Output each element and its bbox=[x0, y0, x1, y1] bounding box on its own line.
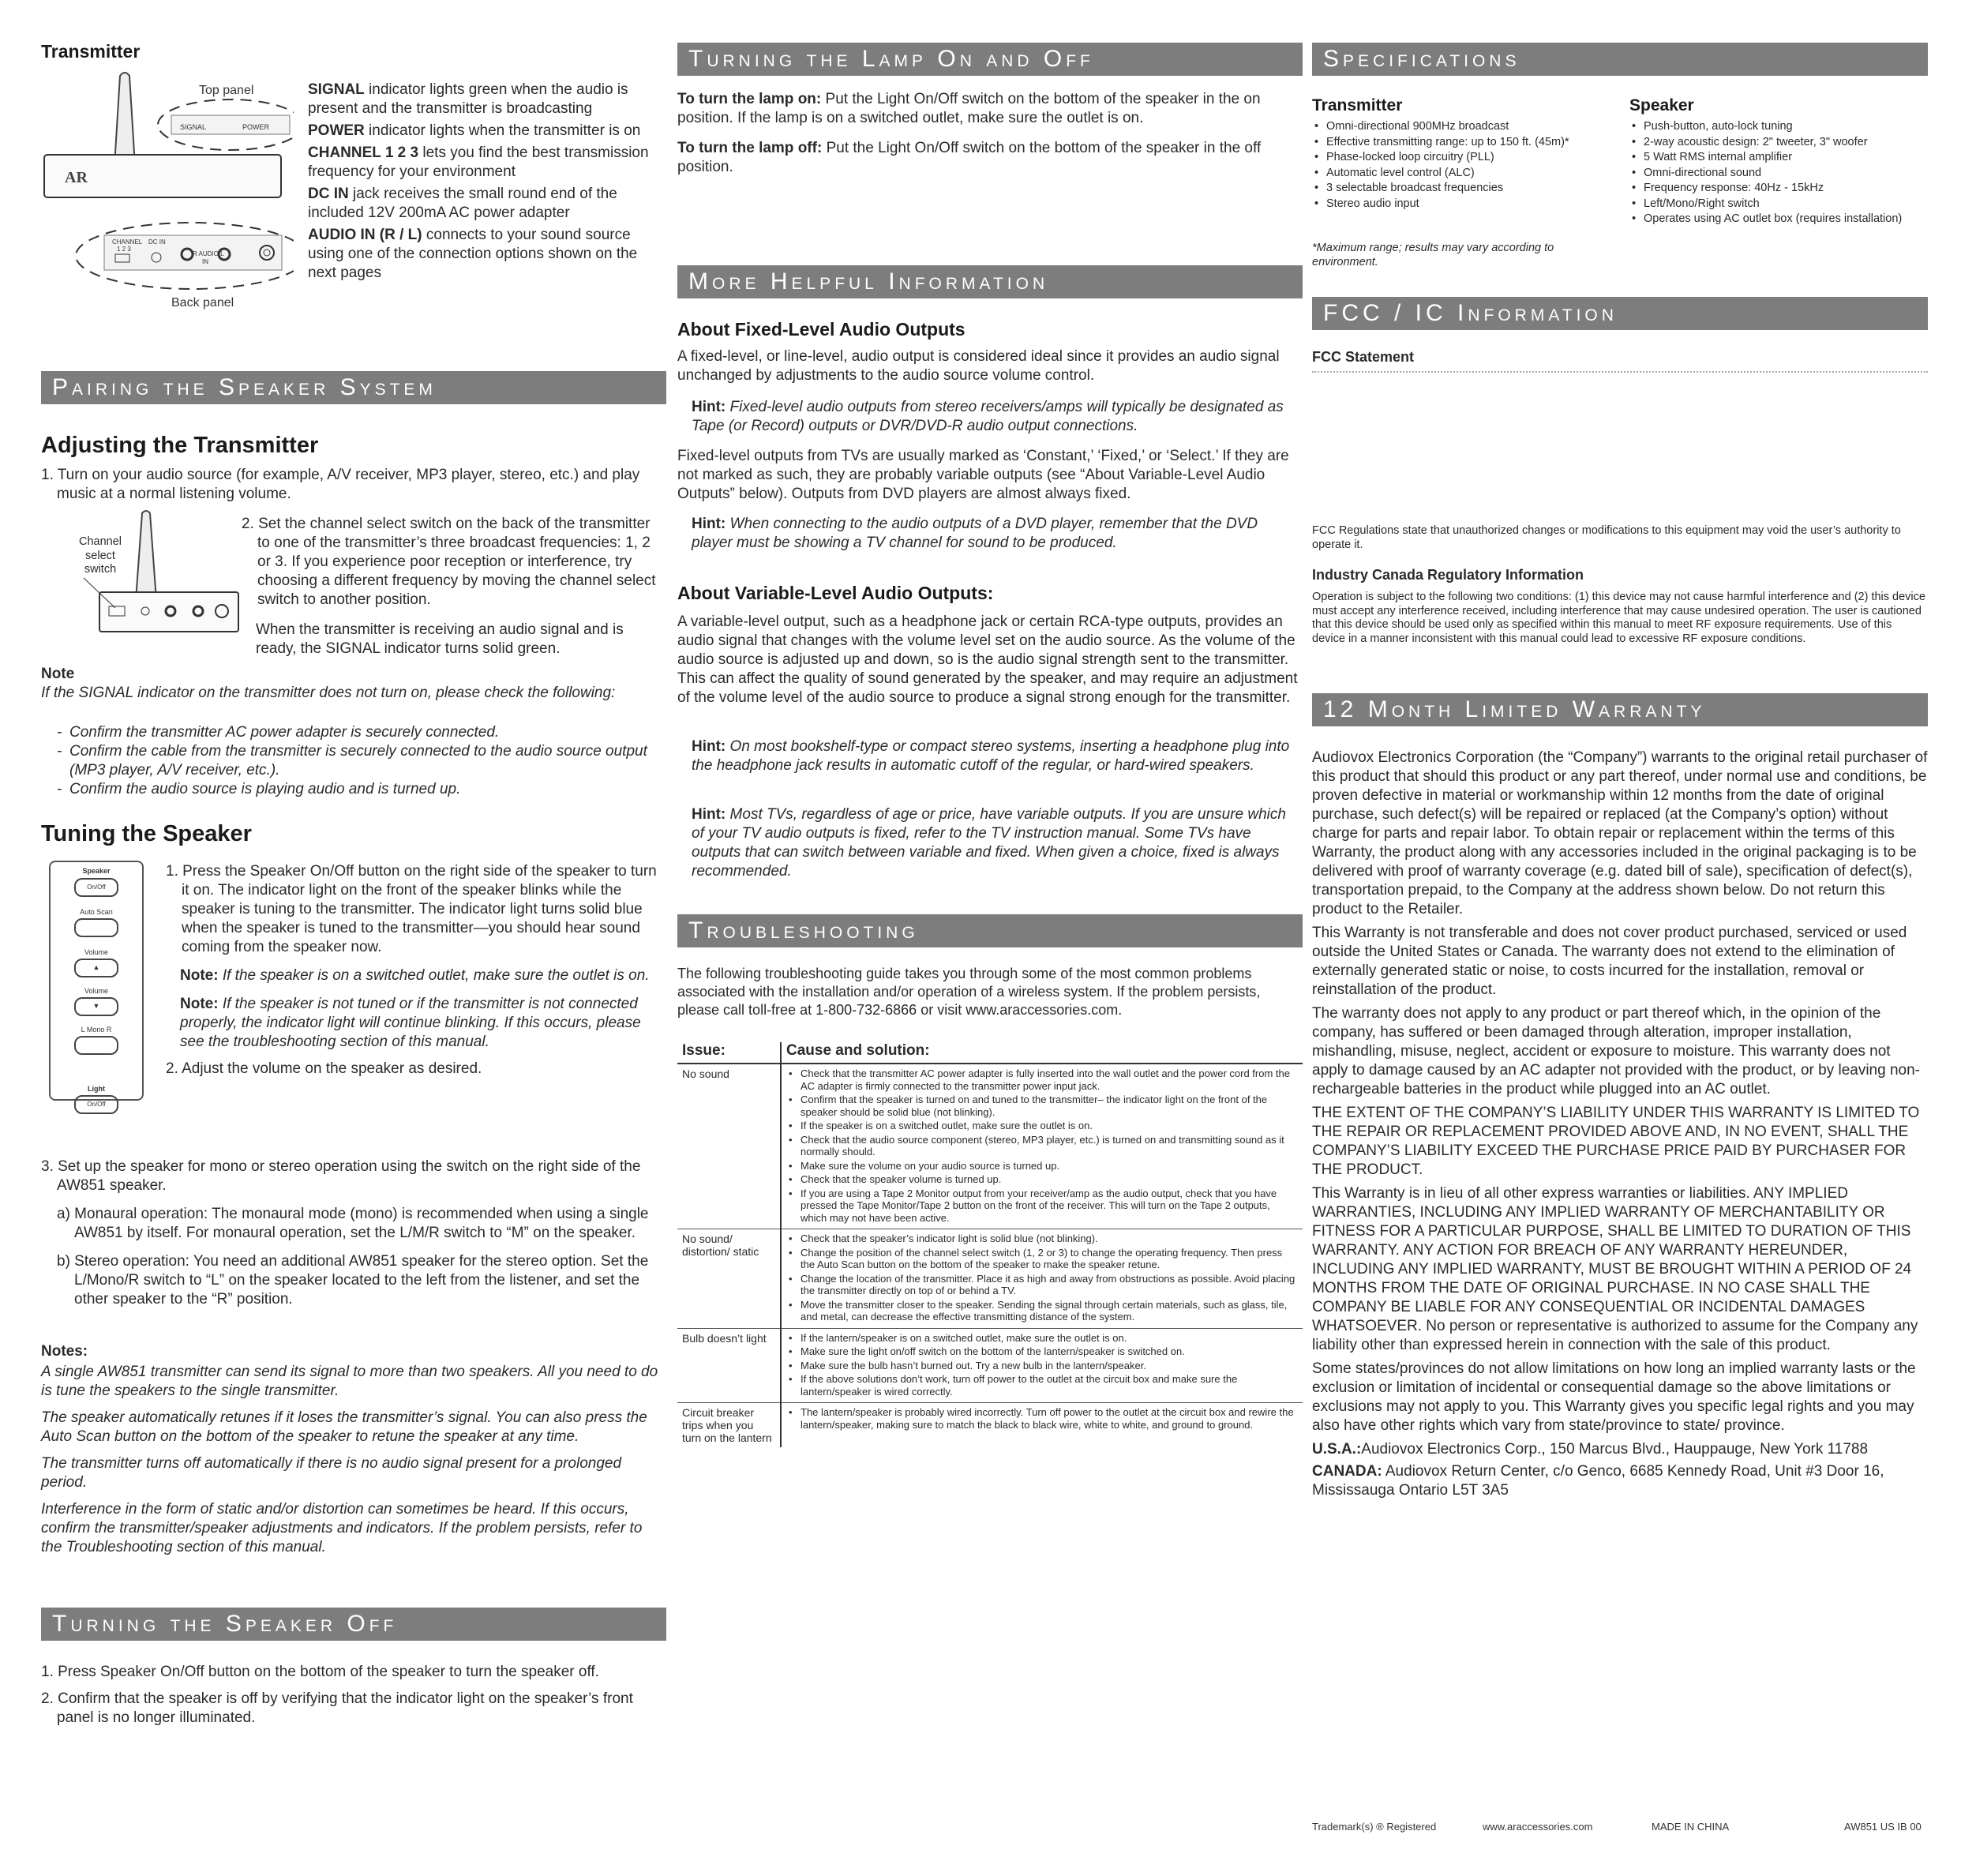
adjusting-step2: 2. Set the channel select switch on the back of the transmitter to one of the transmitter’s three broadcast frequencies: 1, 2 or 3. If you experience poor reception or interference, try choosing a different frequency by moving the channel select switch to another position. When the transmitter is receiving an audio signal and is ready, the SIGNAL indicator turns solid green. bbox=[242, 516, 656, 657]
onoff-button: On/Off bbox=[74, 878, 118, 897]
tuning-steps bbox=[166, 862, 666, 1079]
var-hint1: Hint: On most bookshelf-type or compact stereo systems, inserting a headphone plug into the headphone jack results in automatic cutoff of the regular, or hard-wired speakers. bbox=[692, 738, 1290, 774]
tuning-step3a: a) Monaural operation: The monaural mode (mono) is recommended when using a single AW851 by itself. For monaural operation, set the L/M/R switch to “M” on the speaker. bbox=[57, 1206, 649, 1241]
note-item: - Confirm the cable from the transmitter is securely connected to the audio source output (MP3 player, A/V receiver, etc.). bbox=[41, 742, 666, 780]
pairing-bar: Pairing the Speaker System bbox=[41, 371, 666, 404]
warranty-text: Audiovox Electronics Corporation (the “Company”) warrants to the original retail purchaser of this product that should this product or any part thereof, under normal use and conditions, be proven defective in material or workmanship within 12 months from the date of original purchase, such defect(s) will be repaired or replaced (at the Company’s option) without charge for parts and repair labor. To obtain repair or replacement within the terms of this Warranty, the product along with any accessories included in the original packaging is to be delivered with proof of warranty coverage (e.g. dated bill of sale), specification of defect(s), transportation prepaid, to the Company at the address shown below. Do not return this product to the Retailer. This Warranty is not transferable and does not cover product purchased, serviced or used outside the United States or Canada. The warranty does not extend to the elimination of externally generated static or noise, to costs incurred for the installation, removal or reinstallation of the product. The warranty does not apply to any product or part thereof which, in the opinion of the company, has suffered or been damaged through alteration, improper installation, mishandling, misuse, neglect, accident or exposure to moisture. This warranty does not apply to damage caused by an AC adapter not provided with the product, or by leaving non-rechargeable batteries in the product while plugged into an AC outlet. THE EXTENT OF THE COMPANY’S LIABILITY UNDER THIS WARRANTY IS LIMITED TO THE REPAIR OR REPLACEMENT PROVIDED ABOVE AND, IN NO EVENT, SHALL THE COMPANY’S LIABILITY EXCEED THE PURCHASE PRICE PAID BY PURCHASER FOR THE PRODUCT. This Warranty is in lieu of all other express warranties or liabilities. ANY IMPLIED WARRANTIES, INCLUDING ANY IMPLIED WARRANTY OF MERCHANTABILITY OR FITNESS FOR A PARTICULAR PURPOSE, SHALL BE LIMITED TO DURATION OF THIS WARRANTY. ANY ACTION FOR BREACH OF ANY WARRANTY HEREUNDER, INCLUDING ANY IMPLIED WARRANTY, MUST BE BROUGHT WITHIN A PERIOD OF 24 MONTHS FROM THE DATE OF ORIGINAL PURCHASE. IN NO CASE SHALL THE COMPANY BE LIABLE FOR ANY CONSEQUENTIAL OR INCIDENTAL DAMAGES WHATSOEVER. No person or representative is authorized to assume for the Company any liability other than expressed herein in connection with the sale of this product. Some states/provinces do not allow limitations on how long an implied warranty lasts or the exclusion or limitation of incidental or consequential damage so the above limitations or exclusions may not apply to you. This Warranty gives you specific legal rights and you may also have other rights which vary from state/province to state/ province. U.S.A.:Audiovox Electronics Corp., 150 Marcus Blvd., Hauppauge, New York 11788 CANADA: Audiovox Return Center, c/o Genco, 6685 Kennedy Road, Unit #3 Door 16, Mississauga Ontario L5T 3A5 bbox=[1312, 749, 1928, 1499]
specs-transmitter-heading: Transmitter bbox=[1312, 96, 1403, 114]
fixed-p2: Fixed-level outputs from TVs are usually marked as ‘Constant,’ ‘Fixed,’ or ‘Select.’ If they are not marked as such, they are probably variable outputs (see “About Variable-Level Audio Outputs” below). Outputs from DVD players are almost always fixed. bbox=[677, 448, 1289, 502]
note-list bbox=[41, 723, 666, 799]
specs-footnote: *Maximum range; results may vary according to environment. bbox=[1312, 242, 1554, 268]
helpful-bar: More Helpful Information bbox=[677, 265, 1303, 298]
troubleshooting-table bbox=[677, 1042, 1303, 1447]
device-signal-label: SIGNAL bbox=[180, 123, 207, 131]
panel-title: Speaker bbox=[82, 867, 111, 875]
table-row: No sound • Check that the transmitter AC power adapter is fully inserted into the wall outlet and the power cord from the AC adapter is firmly connected to the transmitter power input jack. • Confirm that the speaker is turned on and tuned to the transmitter– the indicator light on the front of the speaker should be solid blue (not blinking). • If the speaker is on a switched outlet, make sure the outlet is on. • Check that the audio source component (stereo, MP3 player, etc.) is turned on and transmitting sound as it normally should. • Make sure the volume on your audio source is turned up. • Check that the speaker volume is turned up. • If you are using a Tape 2 Monitor output from your receiver/amp as the audio output, check that you have pressed the Tape Monitor/Tape 2 button on the front of the receiver. This will turn on the Tape 2 outputs, which may not have been active. bbox=[677, 1064, 1303, 1229]
device-channel-nums: 1 2 3 bbox=[117, 246, 131, 253]
feature-signal: SIGNAL indicator lights green when the audio is present and the transmitter is broadcasting bbox=[308, 81, 628, 117]
speaker-panel-diagram bbox=[49, 861, 144, 1108]
light-label: Light bbox=[88, 1085, 105, 1093]
volume-down-button: ▼ bbox=[74, 997, 118, 1016]
mono-switch bbox=[74, 1036, 118, 1055]
specs-transmitter-list: • Omni-directional 900MHz broadcast • Effective transmitting range: up to 150 ft. (45m)* • Phase-locked loop circuitry (PLL) • Automatic level control (ALC) • 3 selectable broadcast frequencies • Stereo audio input bbox=[1312, 120, 1604, 212]
top-panel-label: Top panel bbox=[199, 84, 254, 97]
transmitter-features bbox=[308, 81, 666, 283]
specs-speaker-list: • Push-button, auto-lock tuning • 2-way acoustic design: 2" tweeter, 3" woofer • 5 Watt RMS internal amplifier • Omni-directional sound • Frequency response: 40Hz - 15kHz • Left/Mono/Right switch • Operates using AC outlet box (requires installation) bbox=[1629, 120, 1928, 228]
table-row: Bulb doesn’t light • If the lantern/speaker is on a switched outlet, make sure the outlet is on. • Make sure the light on/off switch on the bottom of the lantern/speaker is switched on. • Make sure the bulb hasn’t burned out. Try a new bulb in the lantern/speaker. • If the above solutions don’t work, turn off power to the outlet at the circuit box and make sure the lantern/speaker is wired correctly. bbox=[677, 1328, 1303, 1403]
feature-audio-in: AUDIO IN (R / L) connects to your sound source using one of the connection options shown on the next pages bbox=[308, 227, 638, 281]
var-p1: A variable-level output, such as a headphone jack or certain RCA-type outputs, provides an audio signal that changes with the volume level set on the audio source. As the volume of the audio source is adjusted up and down, so is the audio signal strength sent to the transmitter. This can affect the quality of sound generated by the speaker, and may require an adjustment of the volume level of the audio source to produce a signal strong enough for the transmitter. bbox=[677, 613, 1298, 706]
tuning-notes: Notes: A single AW851 transmitter can send its signal to more than two speakers. All you need to do is tune the speakers to the single transmitter. The speaker automatically retunes if it loses the transmitter’s signal. You can also press the Auto Scan button on the bottom of the speaker to retune the speaker at any time. The transmitter turns off automatically if there is no audio signal present for a prolonged period. Interference in the form of static and/or distortion can sometimes be heard. If this occurs, confirm the transmitter/speaker adjustments and indicators. If the problem persists, refer to the Troubleshooting section of this manual. bbox=[41, 1343, 658, 1555]
light-button: On/Off bbox=[74, 1095, 118, 1114]
speaker-off-steps: 1. Press Speaker On/Off button on the bottom of the speaker to turn the speaker off. 2. Confirm that the speaker is off by verifying that the indicator light on the speaker’s front panel is no longer illuminated. bbox=[41, 1664, 633, 1726]
fixed-hint1: Hint: Fixed-level audio outputs from stereo receivers/amps will typically be designated as Tape (or Record) outputs or DVR/DVD-R audio output connections. bbox=[692, 399, 1284, 434]
troubleshooting-bar: Troubleshooting bbox=[677, 914, 1303, 947]
feature-dcin: DC IN jack receives the small round end of the included 12V 200mA AC power adapter bbox=[308, 186, 617, 221]
specs-speaker-heading: Speaker bbox=[1629, 96, 1694, 114]
lamp-on: To turn the lamp on: Put the Light On/Off switch on the bottom of the speaker in the on position. If the lamp is on a switched outlet, make sure the outlet is on. bbox=[677, 91, 1261, 126]
device-dcin-label: DC IN bbox=[148, 238, 166, 246]
mono-label: L Mono R bbox=[81, 1026, 112, 1034]
feature-power: POWER indicator lights when the transmitter is on bbox=[308, 122, 641, 139]
var-heading: About Variable-Level Audio Outputs: bbox=[677, 583, 994, 603]
tuning-heading: Tuning the Speaker bbox=[41, 821, 252, 846]
fixed-heading: About Fixed-Level Audio Outputs bbox=[677, 319, 966, 340]
fcc-bar: FCC / IC Information bbox=[1312, 297, 1928, 330]
ic-text: Operation is subject to the following two conditions: (1) this device may not cause harmful interference and (2) this device must accept any interference received, including interference that may cause undesired operation. The user is cautioned that this device should be used only as specified within this manual to meet RF exposure requirements. Use of this device in a manner inconsistent with this manual could lead to excessive RF exposure conditions. bbox=[1312, 591, 1925, 645]
tuning-step3-block bbox=[41, 1157, 666, 1309]
footer-website: www.araccessories.com bbox=[1483, 1821, 1593, 1833]
tuning-note1: Note: If the speaker is on a switched outlet, make sure the outlet is on. bbox=[180, 967, 650, 984]
tuning-step3: 3. Set up the speaker for mono or stereo operation using the switch on the right side of the AW851 speaker. bbox=[41, 1158, 641, 1194]
note-heading: Note bbox=[41, 666, 75, 682]
autoscan-button bbox=[74, 918, 118, 937]
volume-up-button: ▲ bbox=[74, 959, 118, 977]
device-power-label: POWER bbox=[242, 123, 270, 131]
lamp-bar: Turning the Lamp On and Off bbox=[677, 43, 1303, 76]
back-panel-label: Back panel bbox=[171, 296, 234, 310]
table-row: Circuit breaker trips when you turn on the lantern • The lantern/speaker is probably wired incorrectly. Turn off power to the outlet at the circuit box and rewire the lantern/speaker, making sure to match the black to black wire, white to white, and ground to ground. bbox=[677, 1403, 1303, 1448]
tuning-step1: 1. Press the Speaker On/Off button on the right side of the speaker to turn it on. The indicator light on the front of the speaker blinks while the speaker is tuning to the transmitter. The indicator light turns solid blue when the speaker is tuned to the transmitter—you should hear sound coming from the speaker now. bbox=[166, 863, 657, 955]
var-hint2: Hint: Most TVs, regardless of age or price, have variable outputs. If you are unsure which of your TV audio outputs is fixed, refer to the TV instruction manual. Some TVs have outputs that can switch between variable and fixed. When given a choice, fixed is always recommended. bbox=[692, 806, 1286, 880]
fcc-statement-faded bbox=[1312, 371, 1928, 374]
col-cause-header: Cause and solution: bbox=[781, 1042, 1303, 1064]
device-in-label: IN bbox=[202, 258, 208, 265]
adjusting-step1: 1. Turn on your audio source (for example, A/V receiver, MP3 player, stereo, etc.) and play music at a normal listening volume. bbox=[41, 467, 640, 502]
col-issue-header: Issue: bbox=[677, 1042, 781, 1064]
volume-up-label: Volume bbox=[84, 948, 109, 956]
device-channel-label: CHANNEL bbox=[112, 238, 143, 246]
footer-made-in: MADE IN CHINA bbox=[1652, 1821, 1730, 1833]
ic-heading: Industry Canada Regulatory Information bbox=[1312, 567, 1584, 583]
fcc-regulations: FCC Regulations state that unauthorized changes or modifications to this equipment may void the user’s authority to operate it. bbox=[1312, 524, 1901, 551]
warranty-bar: 12 Month Limited Warranty bbox=[1312, 693, 1928, 726]
volume-down-label: Volume bbox=[84, 987, 109, 995]
tuning-note2: Note: If the speaker is not tuned or if the transmitter is not connected properly, the indicator light will continue blinking. If this occurs, please see the troubleshooting section of this manual. bbox=[180, 996, 641, 1050]
footer-code: AW851 US IB 00 bbox=[1844, 1821, 1922, 1833]
fcc-statement-heading: FCC Statement bbox=[1312, 349, 1415, 365]
channel-switch-label: Channel select switch bbox=[78, 535, 122, 576]
transmitter-diagram bbox=[41, 68, 294, 313]
specs-bar: Specifications bbox=[1312, 43, 1928, 76]
fixed-p1: A fixed-level, or line-level, audio output is considered ideal since it provides an audio signal unchanged by adjustments to the audio source volume control. bbox=[677, 348, 1280, 384]
lamp-off: To turn the lamp off: Put the Light On/Off switch on the bottom of the speaker in the off position. bbox=[677, 140, 1262, 175]
adjusting-heading: Adjusting the Transmitter bbox=[41, 433, 319, 458]
note-item: - Confirm the transmitter AC power adapter is securely connected. bbox=[41, 723, 666, 742]
note-item: - Confirm the audio source is playing audio and is turned up. bbox=[41, 780, 666, 799]
feature-channel: CHANNEL 1 2 3 lets you find the best transmission frequency for your environment bbox=[308, 144, 649, 180]
tuning-step3b: b) Stereo operation: You need an additional AW851 speaker for the stereo option. Set the L/Mono/R switch to “L” on the speaker located to the left from the listener, and set the other speaker to the “R” position. bbox=[57, 1253, 649, 1308]
usa-address: U.S.A.:Audiovox Electronics Corp., 150 Marcus Blvd., Hauppauge, New York 11788 bbox=[1312, 1441, 1869, 1458]
fixed-hint2: Hint: When connecting to the audio outputs of a DVD player, remember that the DVD player must be showing a TV channel for sound to be produced. bbox=[692, 516, 1258, 551]
autoscan-label: Auto Scan bbox=[80, 908, 113, 916]
troubleshooting-intro: The following troubleshooting guide takes you through some of the most common problems associated with the installation and/or operation of a wireless system. If the problem persists, please call toll-free at 1-800-732-6866 or visit www.araccessories.com. bbox=[677, 966, 1261, 1018]
tuning-step2: 2. Adjust the volume on the speaker as desired. bbox=[166, 1060, 482, 1077]
device-audio-label: R AUDIO L bbox=[193, 250, 224, 257]
transmitter-heading: Transmitter bbox=[41, 41, 141, 62]
footer-trademark: Trademark(s) ® Registered bbox=[1312, 1821, 1437, 1833]
note-text: If the SIGNAL indicator on the transmitter does not turn on, please check the following: bbox=[41, 685, 616, 701]
canada-address: CANADA: Audiovox Return Center, c/o Genco, 6685 Kennedy Road, Unit #3 Door 16, Mississauga Ontario L5T 3A5 bbox=[1312, 1463, 1884, 1499]
speaker-off-bar: Turning the Speaker Off bbox=[41, 1608, 666, 1641]
ar-logo: AR bbox=[65, 169, 88, 186]
table-row: No sound/ distortion/ static • Check that the speaker’s indicator light is solid blue (not blinking). • Change the position of the channel select switch (1, 2 or 3) to change the operating frequency. Then press the Auto Scan button on the bottom of the speaker to make the speaker retune. • Change the location of the transmitter. Place it as high and away from obstructions as possible. Avoid placing the transmitter directly on top of or behind a TV. • Move the transmitter closer to the speaker. Sending the signal through certain materials, such as glass, tile, and metal, can decrease the effective transmitting distance of the system. bbox=[677, 1229, 1303, 1329]
